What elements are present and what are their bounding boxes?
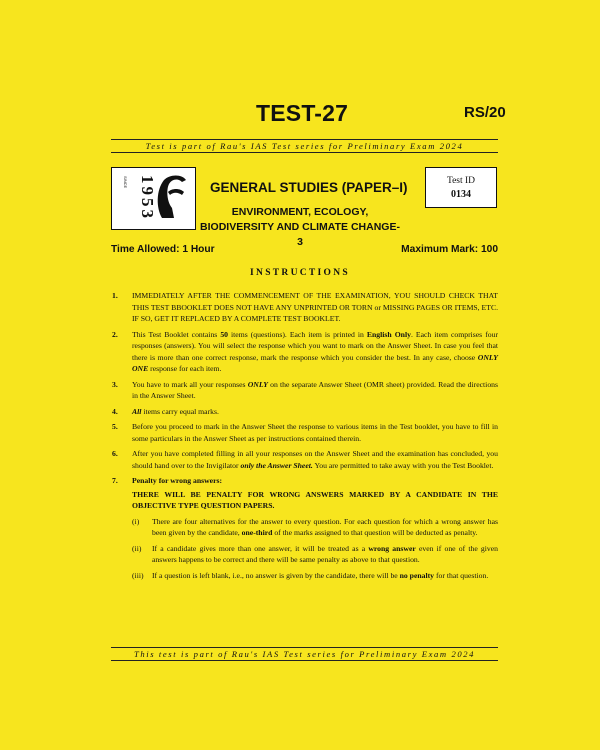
paper-topic-line: ENVIRONMENT, ECOLOGY, [231,206,369,218]
item-number: 7. [112,476,118,485]
item-number: 1. [112,291,118,300]
item-number: 2. [112,329,118,339]
sub-item-text: If a candidate gives more than one answer, it will be treated as a wrong answer even if one of the given answers happens to be correct and there will be same penalty as above to that question. [152,543,498,564]
item-text: After you have completed filling in all your responses on the Answer Sheet and the examination has concluded, you should hand over to the Invigilator only the Answer Sheet. You are permitted to take away with you the Test Booklet. [132,449,498,470]
item-text: This Test Booklet contains 50 items (questions). Each item is printed in English Only. Each item comprises four responses (answers). You will select the response which you want to mark on the Answer Sheet. In case you feel that there is more than one correct response, mark the response which you consider the best. In any case, choose ONLY ONE response for each item. [132,329,498,373]
logo-year: 1953 [138,175,157,221]
item-text: IMMEDIATELY AFTER THE COMMENCEMENT OF THE EXAMINATION, YOU SHOULD CHECK THAT THIS TEST BBOOKLET DOES NOT HAVE ANY UNPRINTED OR TORN or MISSING PAGES OR ITEMS, ETC. IF SO, GET IT REPLACED BY A COMPLETE TEST BOOKLET. [132,291,498,323]
instruction-item [112,329,498,375]
sub-item-text: If a question is left blank, i.e., no answer is given by the candidate, there will be no penalty for that question. [152,570,489,580]
penalty-sub-item [132,570,498,582]
instruction-item [112,448,498,471]
footer-tagline: This test is part of Rau's IAS Test series for Preliminary Exam 2024 [133,649,476,659]
penalty-statement: THERE WILL BE PENALTY FOR WRONG ANSWERS MARKED BY A CANDIDATE IN THE OBJECTIVE TYPE QUESTION PAPERS. [132,489,498,510]
header-tagline-band [111,139,498,153]
maximum-mark: Maximum Mark: 100 [401,244,498,255]
footer-tagline-band [111,647,498,661]
paper-subject: GENERAL STUDIES (PAPER–I) [210,180,408,195]
instruction-item [112,406,498,418]
test-title: TEST-27 [256,100,349,126]
logo-caption: SINCE [123,176,128,189]
logo-emblem-shape [158,176,186,219]
test-code: RS/20 [464,104,506,121]
item-number: 3. [112,379,118,389]
sub-item-number: (ii) [132,543,142,553]
item-text: All items carry equal marks. [132,406,219,416]
time-allowed: Time Allowed: 1 Hour [111,244,215,255]
header-tagline: Test is part of Rau's IAS Test series for Preliminary Exam 2024 [145,141,464,151]
test-id-value: 0134 [451,188,471,200]
item-number: 5. [112,422,118,431]
instruction-item [112,379,498,402]
instruction-item [112,290,498,325]
logo-emblem-stroke [168,189,184,195]
divider [111,660,498,661]
instruction-item [112,421,498,444]
sub-item-number: (i) [132,516,140,526]
instruction-item [112,475,498,585]
item-text: Before you proceed to mark in the Answer Sheet the response to various items in the Test booklet, you have to fill in some particulars in the Answer Sheet as per instructions contained therein. [132,422,498,443]
sub-item-text: There are four alternatives for the answer to every question. For each question for which a wrong answer has been given by the candidate, one-third of the marks assigned to that question will be deducted as penalty. [152,516,498,537]
penalty-heading: Penalty for wrong answers: [132,476,223,485]
divider [111,152,498,153]
sub-item-number: (iii) [132,570,144,580]
test-id-box [425,167,497,208]
penalty-sub-item [132,516,498,539]
logo-graphic [112,168,194,228]
penalty-sub-item [132,543,498,566]
item-number: 4. [112,406,118,416]
item-text: You have to mark all your responses ONLY on the separate Answer Sheet (OMR sheet) provided. Read the directions in the Answer Sheet. [132,379,499,400]
paper-topic-line: BIODIVERSITY AND CLIMATE CHANGE-3 [200,221,400,248]
institute-logo [111,167,196,230]
test-id-label: Test ID [446,175,476,186]
instructions-list [112,290,498,589]
item-text [132,475,498,585]
instructions-heading: INSTRUCTIONS [250,268,350,278]
paper-topic [200,205,400,250]
item-number: 6. [112,449,118,458]
